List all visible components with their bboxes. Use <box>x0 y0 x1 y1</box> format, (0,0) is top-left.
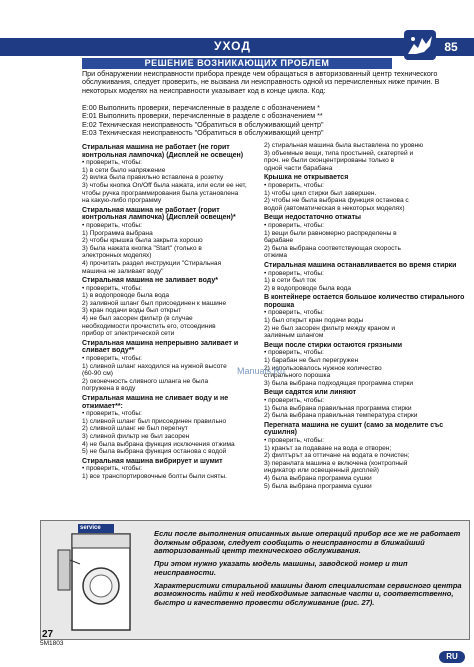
check-item: 2) использовалось нужное количество <box>264 364 382 372</box>
service-paragraph-3: Характеристики стиральной машины дают специалистам сервисного центра возможность найти к ней необходимые запасные части и, соответственно, быстро и качественно провести обслуживание (рис. 27). <box>154 580 462 607</box>
check-item: • проверить, чтобы: <box>82 465 143 473</box>
check-item: проч. не были сконцентрированы только в <box>264 157 395 165</box>
error-code-item: E:02 Техническая неисправность "Обратиться в обслуживающий центр" <box>82 119 324 129</box>
check-item: 1) в водопроводе была вода <box>82 292 170 300</box>
check-item: 2) в водопроводе была вода <box>264 284 352 292</box>
subsection-title: РЕШЕНИЕ ВОЗНИКАЮЩИХ ПРОБЛЕМ <box>82 58 392 69</box>
check-item: 2) заливной шланг был присоединен к машине <box>82 299 227 307</box>
problem-heading: Стиральная машина не работает (не горит контрольная лампочка) (Дисплей не освещен) <box>82 144 244 159</box>
check-item: 2) чтобы крышка была закрыта хорошо <box>82 237 203 245</box>
check-item: • проверить, чтобы: <box>82 221 143 229</box>
problem-heading: Крышка не открывается <box>264 174 349 182</box>
page-number: 85 <box>436 38 466 56</box>
check-item: отжима <box>264 252 288 260</box>
check-item: 1) была выбрана правильная программа стирки <box>264 404 412 412</box>
problem-heading: В контейнере остается большое количество стирального порошка <box>264 294 465 309</box>
check-item: одной части барабана <box>264 164 333 172</box>
problem-heading: Вещи садятся или линяют <box>264 389 357 397</box>
check-item: заливным шлангом <box>264 332 324 340</box>
check-item: 1) в сети было напряжение <box>82 166 166 174</box>
check-item: 3) кран подачи воды был открыт <box>82 307 182 315</box>
error-code-list <box>82 104 467 138</box>
check-item: барабане <box>264 237 294 245</box>
check-item: 1) был открыт кран подачи воды <box>264 317 364 325</box>
check-item: 1) Программа выбрана <box>82 229 153 237</box>
check-item: 4) была выбрана программа сушки <box>264 474 372 482</box>
check-item: индикатор или освещенный дисплей) <box>264 467 379 475</box>
washing-machine-illustration <box>50 520 150 638</box>
check-item: 1) вещи были равномерно распределены в <box>264 229 397 237</box>
check-item: машина не заливает воду" <box>82 267 164 275</box>
check-item: электронных моделях) <box>82 252 152 260</box>
check-item: 3) была выбрана подходящая программа стирки <box>264 379 414 387</box>
problem-heading: Стиральная машина останавливается во время стирки <box>264 261 457 269</box>
check-item: • проверить, чтобы: <box>82 159 143 167</box>
check-item: 2) была выбрана соответствующая скорость <box>264 244 401 252</box>
check-item: 1) сливной шланг был присоединен правильно <box>82 417 227 425</box>
check-item: 2) вилка была правильно вставлена в розетку <box>82 174 224 182</box>
service-info-text <box>154 530 464 612</box>
check-item: • проверить, чтобы: <box>264 349 325 357</box>
check-item: 3) чтобы кнопка On/Off была нажата, или если ее нет, <box>82 181 247 189</box>
check-item: 1) сливной шланг находился на нужной высоте <box>82 362 227 370</box>
problem-heading: Вещи после стирки остаются грязными <box>264 341 403 349</box>
check-item: 3) сливной фильтр не был засорен <box>82 432 190 440</box>
check-item: • проверить, чтобы: <box>82 355 143 363</box>
check-item: чтобы ручка программирования была установлена <box>82 189 239 197</box>
check-item: стирального порошка <box>264 372 331 380</box>
check-item: 1) чтобы цикл стирки был завершен. <box>264 189 377 197</box>
service-paragraph-2: При этом нужно указать модель машины, заводской номер и тип неисправности. <box>154 559 408 577</box>
error-code-item: E:00 Выполнить проверки, перечисленные в разделе с обозначением * <box>82 103 320 112</box>
problem-heading: Вещи недостаточно отжаты <box>264 214 361 222</box>
check-item: 1) кранът за подаване на вода е отворен; <box>264 444 392 452</box>
check-item: • проверить, чтобы: <box>264 436 325 444</box>
check-item: • проверить, чтобы: <box>82 410 143 418</box>
check-item: • проверить, чтобы: <box>264 181 325 189</box>
check-item: 2) была выбрана правильная температура стирки <box>264 412 418 420</box>
problem-heading: Стиральная машина не работает (горит контрольная лампочка) (Дисплей освещен)* <box>82 206 236 222</box>
check-item: 5) не была выбрана функция останова с водой <box>82 448 227 456</box>
check-item: • проверить, чтобы: <box>264 221 325 229</box>
check-item: 3) была нажата кнопка "Start" (только в <box>82 244 202 252</box>
check-item: (60-90 см) <box>82 370 113 378</box>
figure-number: 27 <box>42 629 54 640</box>
check-item: погружена в воду <box>82 385 136 393</box>
check-item: 1) в сети был ток <box>264 277 317 285</box>
check-item: 3) перанлата машина е включена (контролный <box>264 459 408 467</box>
check-item: 3) объемные вещи, типа простыней, скатертей и <box>264 149 414 157</box>
section-title: УХОД <box>214 39 251 53</box>
check-item: • проверить, чтобы: <box>264 309 325 317</box>
check-item: водой (автоматическая в некоторых моделях) <box>264 204 405 212</box>
document-code: 5M1803 <box>40 640 64 647</box>
problem-heading: Стиральная машина не заливает воду* <box>82 277 218 285</box>
brand-logo-icon <box>404 30 436 60</box>
error-code-item: E:01 Выполнить проверки, перечисленные в разделе с обозначением ** <box>82 111 323 121</box>
troubleshooting-column-left <box>82 142 262 481</box>
language-badge: RU <box>439 651 465 663</box>
check-item: необходимости прочистить его, отсоединив <box>82 322 216 330</box>
service-paragraph-1: Если после выполнения описанных выше операций прибор все же не работает должным образом, следует сообщить о неисправности в ближайший авторизованный центр технического обслуживания. <box>154 529 461 556</box>
check-item: 4) не была выбрана функция исключения отжима <box>82 440 235 448</box>
intro-text <box>82 70 467 95</box>
check-item: прибор от электрической сети <box>82 330 175 338</box>
check-item: 4) не был засорен фильтр (в случае <box>82 315 193 323</box>
check-item: 2) сливной шланг не был перегнут <box>82 425 188 433</box>
check-item: 4) прочитать раздел инструкции "Стиральная <box>82 259 222 267</box>
check-item: 1) все транспортировочные болты были сняты. <box>82 472 227 480</box>
check-item: • проверить, чтобы: <box>264 269 325 277</box>
problem-heading: Стиральная машина не сливает воду и не отжимает**: <box>82 395 229 410</box>
check-item: 2) чтобы не была выбрана функция останова с <box>264 197 409 205</box>
check-item: 5) была выбрана программа сушки <box>264 482 372 490</box>
check-item: 2) не был засорен фильтр между краном и <box>264 324 396 332</box>
check-item: 2) филтърът за оттичане на водата е почистен; <box>264 452 410 460</box>
problem-heading: Перегната машина не сушит (само за моделите със сушилня) <box>264 421 444 437</box>
intro-paragraph: При обнаружении неисправности прибора прежде чем обращаться в авторизованный центр технического обслуживания, следует проверить, не вызвана ли неисправность одной из перечисленных ниже причин. В некоторых моделях на неисправности указывает код в конце цикла. Код: <box>82 69 440 95</box>
check-item: 1) барабан не был перегружен <box>264 357 359 365</box>
check-item: • проверить, чтобы: <box>264 397 325 404</box>
check-item: на какую-либо программу <box>82 197 162 205</box>
troubleshooting-column-right <box>264 142 467 490</box>
error-code-item: E:03 Техническая неисправность "Обратиться в обслуживающий центр" <box>82 128 324 138</box>
watermark: Manuals.Ru <box>237 366 286 376</box>
service-label: service <box>80 525 101 531</box>
check-item: 2) оконечность сливного шланга не была <box>82 377 209 385</box>
check-item: 2) стиральная машина была выставлена по уровню <box>264 142 424 149</box>
problem-heading: Стиральная машина вибрирует и шумит <box>82 457 223 465</box>
problem-heading: Стиральная машина непрерывно заливает и сливает воду** <box>82 339 239 355</box>
check-item: • проверить, чтобы: <box>82 284 143 292</box>
